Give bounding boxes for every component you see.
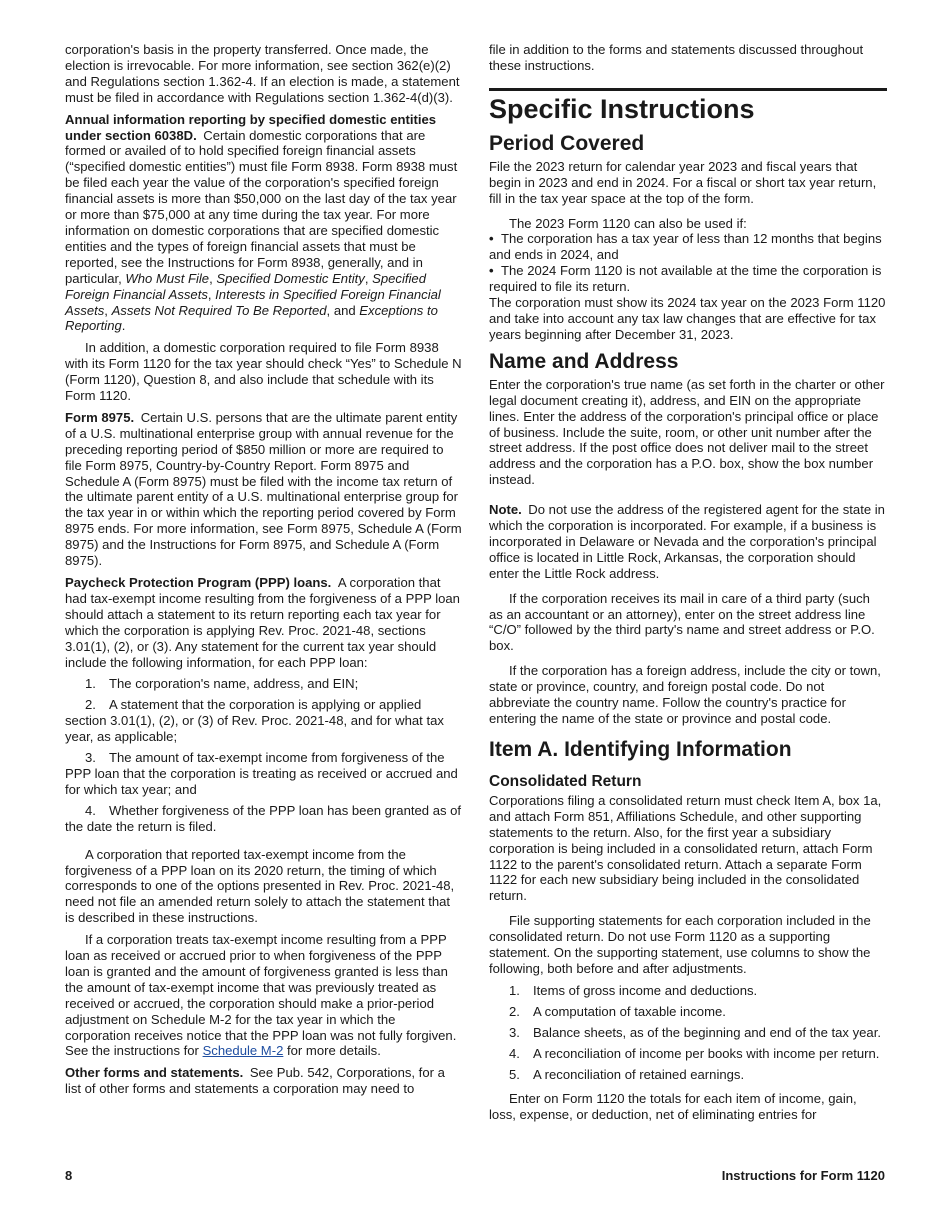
heading-item-a: Item A. Identifying Information [489, 737, 792, 761]
document-title-footer: Instructions for Form 1120 [721, 1168, 885, 1183]
bullet-item: • The 2024 Form 1120 is not available at the time the corporation is required to file its return. [489, 263, 882, 295]
ppp-list-item: 4. Whether forgiveness of the PPP loan has been granted as of the date the return is filed. [65, 802, 462, 834]
paragraph-name: Enter the corporation's true name (as set forth in the charter or other legal document creating it), address, and EIN on the appropriate lines. Enter the address of the corporation's principal office or place of business. Include the suite, room, or other unit number after the street address. If the post office does not deliver mail to the street address and the corporation has a P.O. box, show the box number instead. [489, 376, 885, 488]
paragraph-consolidated: Corporations filing a consolidated return must check Item A, box 1a, and attach Form 851, Affiliations Schedule, and other supporting statements to the return. Also, for the first year a subsidiary corporation is being included in a consolidated return, attach Form 1122 to the parent's consolidated return. Attach a separate Form 1122 for each new subsidiary being included in the consolidated return. [489, 792, 882, 904]
note-label: Note. [489, 502, 522, 518]
paragraph-form-8975: Form 8975. Certain U.S. persons that are the ultimate parent entity of a U.S. multinational enterprise group with annual revenue for the preceding reporting period of $850 million or more are required to file Form 8975, Country-by-Country Report. Form 8975 and Schedule A (Form 8975) must be filed with the income tax return of the ultimate parent entity of a U.S. multinational enterprise group for the tax year in or within which the reporting period covered by Form 8975 ends. For more information, see Form 8975, Schedule A (Form 8975) and the Instructions for Form 8975, and Schedule A (Form 8975). [65, 409, 462, 569]
bullet-icon: • [489, 263, 494, 279]
ppp-list-item: 1. The corporation's name, address, and EIN; [85, 676, 359, 692]
run-in-heading-ppp: Paycheck Protection Program (PPP) loans. [65, 575, 332, 590]
paragraph-foreign-address: If the corporation has a foreign address, include the city or town, state or province, country, and foreign postal code. Do not abbreviate the country name. Follow the country's practice for entering the name of the state or province and postal code. [489, 663, 881, 726]
run-in-heading-form-8975: Form 8975. [65, 409, 135, 425]
supporting-list-item: 5. A reconciliation of retained earnings. [509, 1066, 745, 1082]
heading-consolidated-return: Consolidated Return [489, 772, 642, 790]
schedule-m2-link[interactable]: Schedule M-2 [202, 1043, 284, 1059]
bullet-icon: • [489, 231, 494, 247]
bullet-item: • The corporation has a tax year of less than 12 months that begins and ends in 2024, and [489, 231, 882, 263]
paragraph-period: File the 2023 return for calendar year 2023 and fiscal years that begin in 2023 and end in 2024. For a fiscal or short tax year return, fill in the tax year space at the top of the form. [489, 158, 877, 206]
supporting-list-item: 2. A computation of taxable income. [509, 1003, 726, 1019]
heading-period-covered: Period Covered [489, 131, 645, 155]
ppp-list-item: 2. A statement that the corporation is applying or applied section 3.01(1), (2), or (3) of Rev. Proc. 2021-48, and for what tax year, as applicable; [65, 697, 444, 745]
paragraph-note: Note. Do not use the address of the registered agent for the state in which the corporation is incorporated. For example, if a business is incorporated in Delaware or Nevada and the corporation's principal office is located in Little Rock, Arkansas, the corporation should enter the Little Rock address. [489, 502, 885, 581]
run-in-heading-annual: Annual information reporting by specified domestic entities under section 6038D. [65, 111, 437, 143]
paragraph-annual-reporting: Annual information reporting by specified domestic entities under section 6038D. Certain domestic corporations that are formed or availed of to hold specified foreign financial assets (“specified domestic entities”) must file Form 8938. Form 8938 must be filed each year the value of the corporation's specified foreign financial assets is more than $50,000 on the last day of the tax year or more than $75,000 at any time during the tax year. For more information on domestic corporations that are specified domestic entities and the types of foreign financial assets that must be reported, see the Instructions for Form 8938, generally, and in particular, Who Must File, Specified Domestic Entity, Specified Foreign Financial Assets, Interests in Specified Foreign Financial Assets, Assets Not Required To Be Reported, and Exceptions to Reporting. [65, 111, 458, 334]
left-column [65, 42, 463, 1103]
paragraph-ppp: Paycheck Protection Program (PPP) loans. A corporation that had tax-exempt income resulting from the forgiveness of a PPP loan should attach a statement to its return reporting each tax year for which the corporation is applying Rev. Proc. 2021-48, sections 3.01(1), (2), or (3). Any statement for the current tax year should include the following information, for each PPP loan: [65, 575, 460, 670]
section-rule [489, 88, 887, 91]
heading-name-and-address: Name and Address [489, 349, 679, 373]
paragraph-reported: A corporation that reported tax-exempt income from the forgiveness of a PPP loan on its 2020 return, the timing of which corresponds to one of the options presented in Rev. Proc. 2021-48, need not file an amended return solely to attach the statement that is described in these instructions. [65, 846, 455, 926]
supporting-list-item: 1. Items of gross income and deductions. [509, 982, 758, 998]
ppp-list-item: 3. The amount of tax-exempt income from forgiveness of the PPP loan that the corporation is treating as received or accrued and for which tax year; and [65, 750, 458, 797]
paragraph-must-show: The corporation must show its 2024 tax year on the 2023 Form 1120 and take into account any tax law changes that are effective for tax years beginning after December 31, 2023. [489, 295, 886, 342]
paragraph-enter-totals: Enter on Form 1120 the totals for each item of income, gain, loss, expense, or deduction, net of eliminating entries for [489, 1091, 857, 1123]
supporting-list-item: 3. Balance sheets, as of the beginning and end of the tax year. [509, 1024, 881, 1040]
paragraph-file-addition: file in addition to the forms and statements discussed throughout these instructions. [489, 42, 864, 73]
heading-specific-instructions: Specific Instructions [489, 93, 755, 124]
paragraph-also-used: The 2023 Form 1120 can also be used if: [509, 215, 747, 231]
paragraph-supporting: File supporting statements for each corporation included in the consolidated return. Do not use Form 1120 as a supporting statement. On the supporting statement, use columns to show the following, both before and after adjustments. [489, 913, 871, 976]
paragraph-care-of: If the corporation receives its mail in care of a third party (such as an accountant or an attorney), enter on the street address line “C/O” followed by the third party's name and street address or P.O. box. [489, 590, 875, 654]
page-number: 8 [65, 1168, 73, 1183]
paragraph-basis: corporation's basis in the property transferred. Once made, the election is irrevocable. For more information, see section 362(e)(2) and Regulations section 1.362-4. If an election is made, a statement must be filed in accordance with Regulations section 1.362-4(d)(3). [65, 42, 460, 105]
paragraph-addition: In addition, a domestic corporation required to file Form 8938 with its Form 1120 for the tax year should check “Yes” to Schedule N (Form 1120), Question 8, and also include that schedule with its Form 1120. [65, 340, 462, 404]
paragraph-other-forms: Other forms and statements. See Pub. 542, Corporations, for a list of other forms and statements a corporation may need to [65, 1065, 445, 1097]
right-column [489, 42, 887, 1129]
run-in-heading-other-forms: Other forms and statements. [65, 1065, 244, 1081]
supporting-list-item: 4. A reconciliation of income per books with income per return. [509, 1045, 880, 1061]
paragraph-treats: If a corporation treats tax-exempt income resulting from a PPP loan as received or accrued prior to when forgiveness of the PPP loan is granted and the amount of forgiveness granted is less than the amount of tax-exempt income that was previously treated as received or accrued, the corporation should make a prior-period adjustment on Schedule M-2 for the tax year in which the corporation receives notice that the PPP loan was not fully forgiven. See the instructions for Schedule M-2 for more details. [65, 932, 457, 1059]
